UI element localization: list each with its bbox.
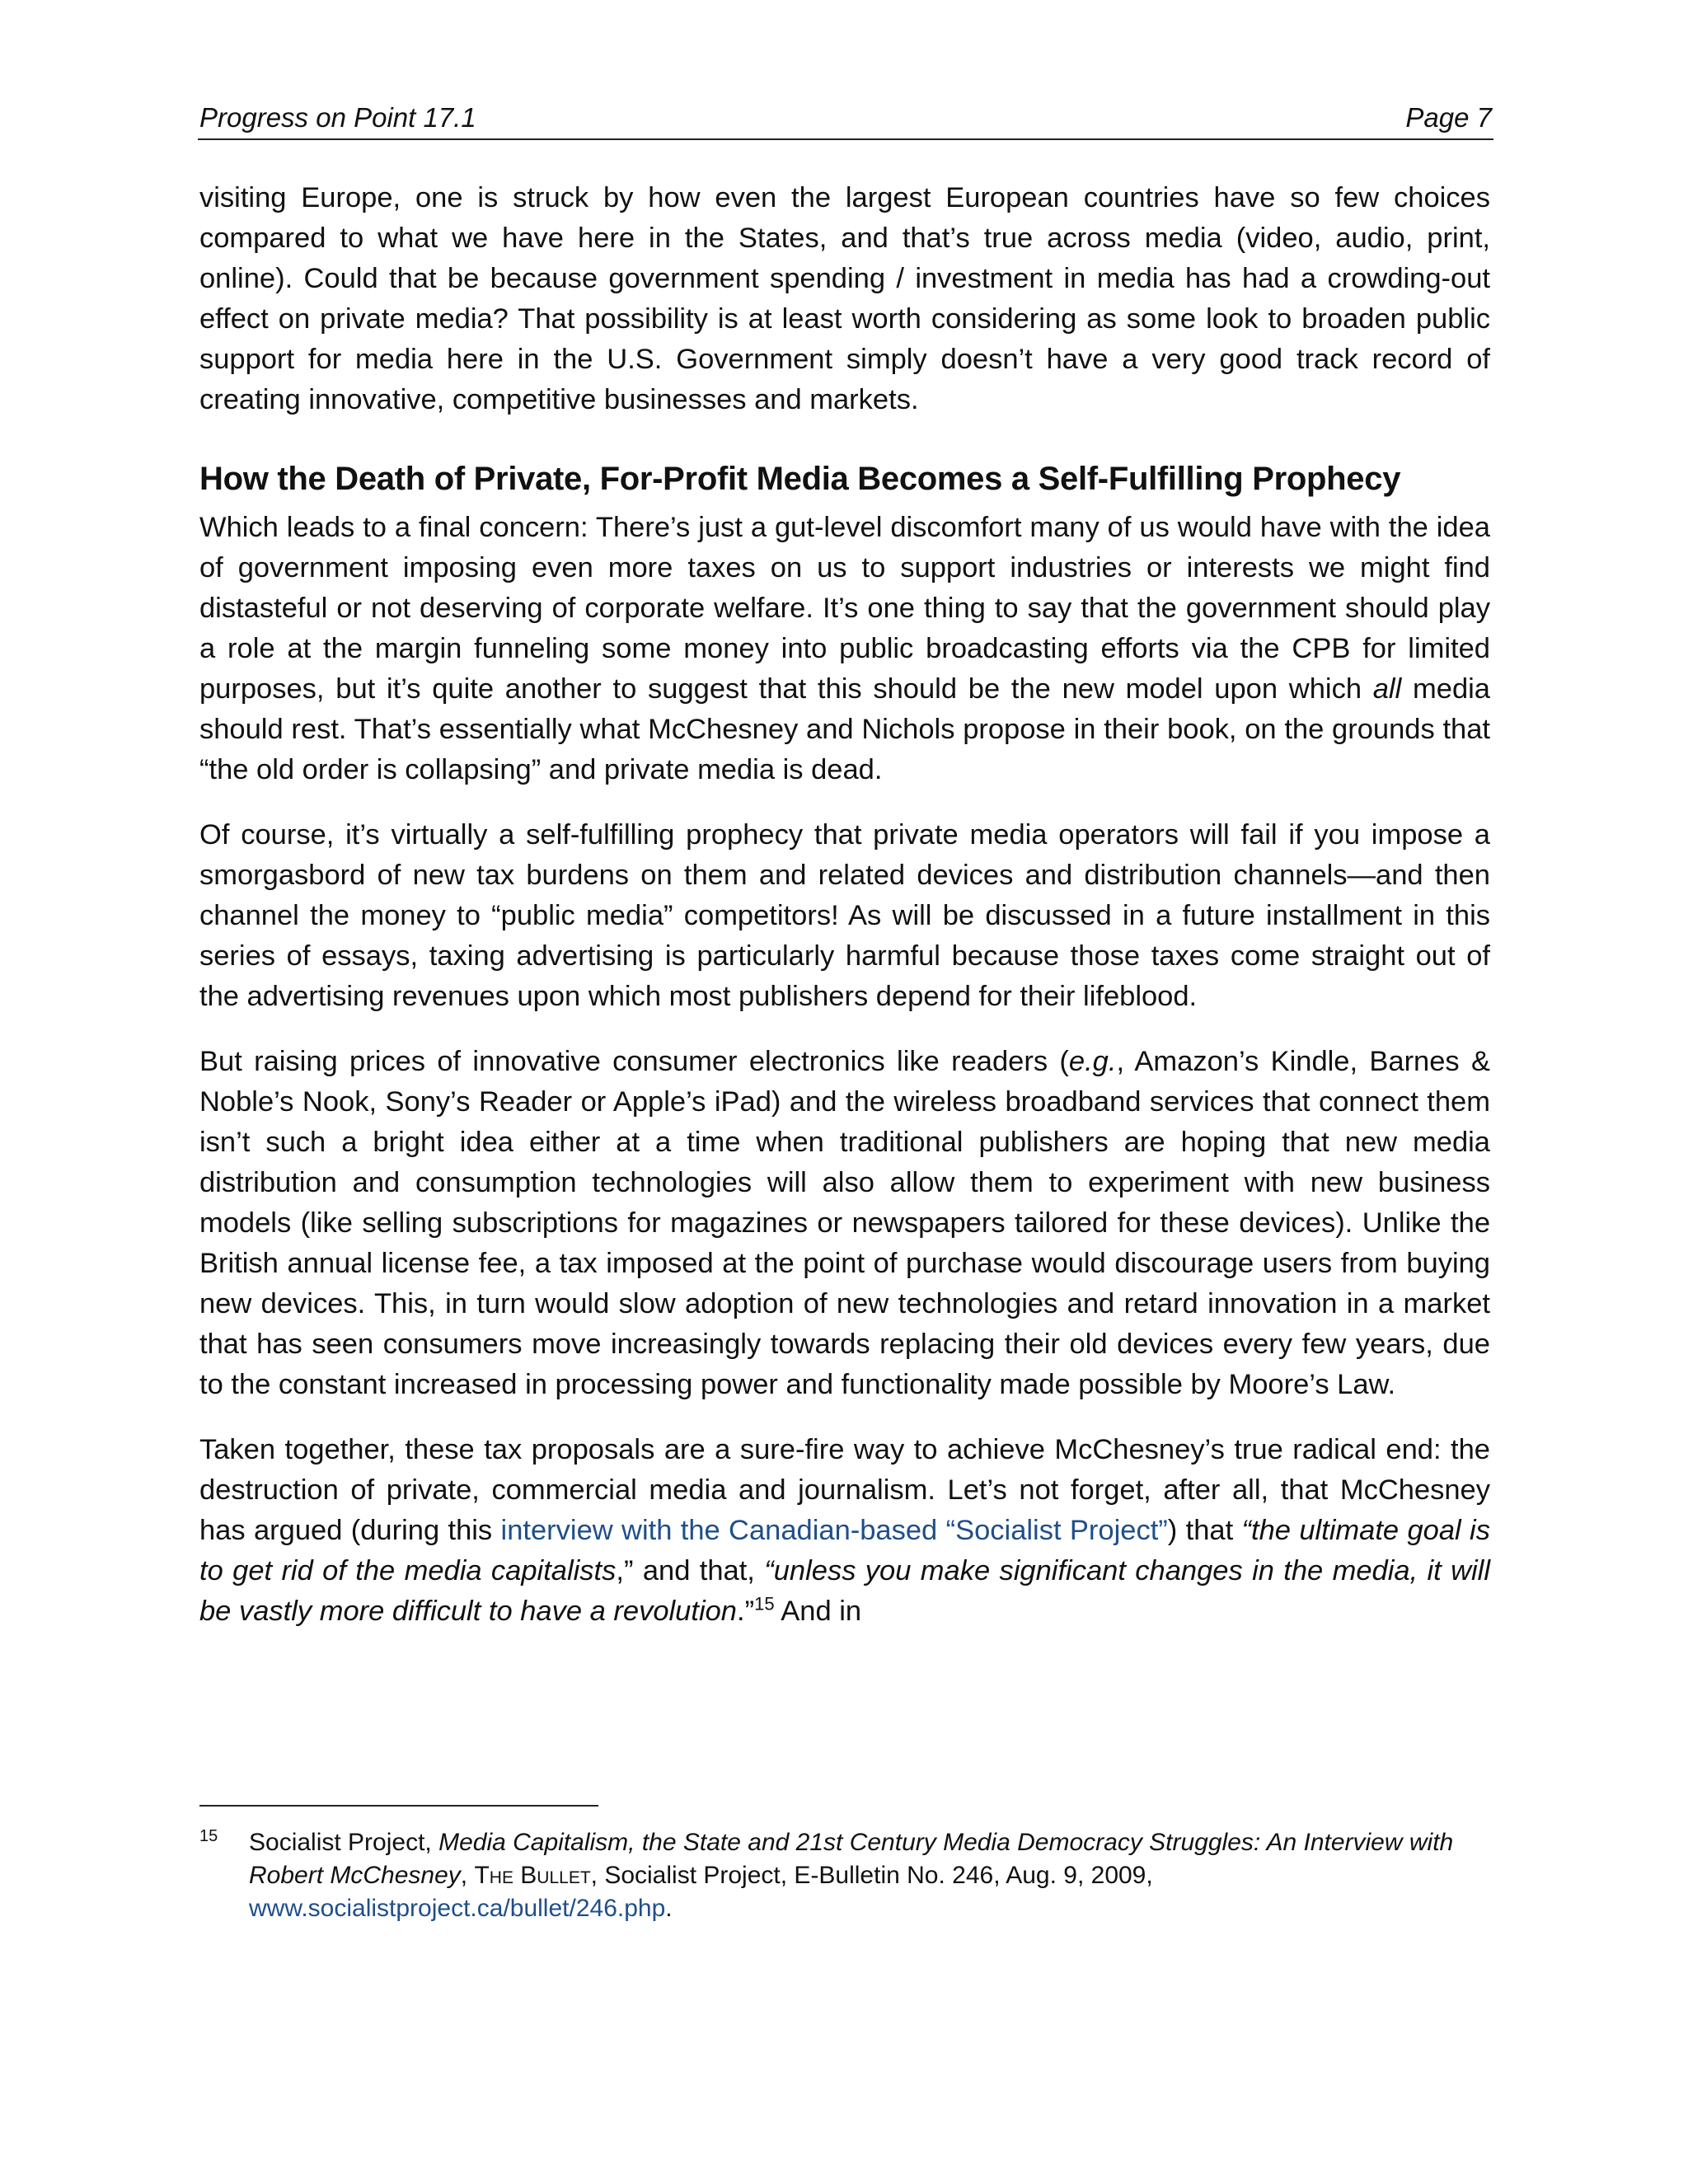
paragraph-text: ,” and that, — [616, 1555, 765, 1586]
running-title: Progress on Point 17.1 — [199, 102, 476, 133]
page-number: Page 7 — [1405, 102, 1492, 133]
footnote-reference[interactable]: 15 — [754, 1593, 775, 1615]
interview-link[interactable]: interview with the Canadian-based “Socialist Project” — [500, 1515, 1168, 1546]
footnote-url-link[interactable]: www.socialistproject.ca/bullet/246.php — [249, 1895, 666, 1922]
paragraph-text: .” — [737, 1596, 755, 1627]
footnote — [199, 1826, 1490, 1925]
paragraph-text: Which leads to a final concern: There’s just a gut-level discomfort many of us would have with the idea of government imposing even more taxes on us to support industries or interests we might find distasteful or not deserving of corporate welfare. It’s one thing to say that the government should play a role at the margin funneling some money into public broadcasting efforts via the CPB for limited purposes, but it’s quite another to suggest that this should be the new model upon which — [199, 512, 1490, 705]
paragraph-text: , Amazon’s Kindle, Barnes & Noble’s Nook, Sony’s Reader or Apple’s iPad) and the wireless broadband services that connect them isn’t such a bright idea either at a time when traditional publishers are hoping that new media distribution and consumption technologies will also allow them to experiment with new business models (like selling subscriptions for magazines or newspapers tailored for these devices). Unlike the British annual license fee, a tax imposed at the point of purchase would discourage users from buying new devices. This, in turn would slow adoption of new technologies and retard innovation in a market that has seen consumers move increasingly towards replacing their old devices every few years, due to the constant increased in processing power and functionality made possible by Moore’s Law. — [199, 1046, 1490, 1400]
paragraph-text: Taken together, these tax proposals are a sure-fire way to achieve McChesney’s true radical end: the destruction of private, commercial media and journalism. Let’s not forget, after all, that McChesney has argued (during this — [199, 1434, 1490, 1546]
emphasis-text: e.g. — [1068, 1046, 1117, 1077]
footnote-number: 15 — [199, 1827, 218, 1845]
paragraph-self-fulfilling: Of course, it’s virtually a self-fulfilling prophecy that private media operators will fail if you impose a smorgasbord of new tax burdens on them and related devices and distribution channels—and then channel the money to “public media” competitors! As will be discussed in a future installment in this series of essays, taxing advertising is particularly harmful because those taxes come straight out of the advertising revenues upon which most publishers depend for their lifeblood. — [199, 819, 1490, 1012]
paragraph-text: And in — [774, 1596, 862, 1627]
paragraph-consumer-electronics — [199, 1042, 1490, 1405]
footnote-segment: . — [665, 1895, 673, 1922]
paragraph-taken-together — [199, 1430, 1490, 1632]
footnote-segment: Socialist Project, — [249, 1829, 439, 1856]
emphasis-text: all — [1372, 673, 1402, 705]
page-header — [198, 97, 1493, 140]
quote-text: “the ultimate goal is to get rid of the media capitalists — [199, 1515, 1490, 1586]
quote-text: “unless you make significant changes in the media, it will be vastly more difficult to have a revolution — [199, 1555, 1491, 1627]
paragraph-text: media should rest. That’s essentially what McChesney and Nichols propose in their book, on the grounds that “the old order is collapsing” and private media is dead. — [199, 673, 1490, 785]
paragraph-final-concern — [199, 508, 1490, 790]
paragraph-text: ) that — [1167, 1515, 1242, 1546]
paragraph-continued: visiting Europe, one is struck by how even the largest European countries have so few choices compared to what we have here in the States, and that’s true across media (video, audio, print, online). Could that be because government spending / investment in media has had a crowding-out effect on private media? That possibility is at least worth considering as some look to broaden public support for media here in the U.S. Government simply doesn’t have a very good track record of creating innovative, competitive businesses and markets. — [199, 182, 1490, 415]
footnote-title: Media Capitalism, the State and 21st Century Media Democracy Struggles: An Interview with Robert McChesney — [249, 1829, 1454, 1889]
publication-name: The Bullet — [474, 1862, 591, 1889]
footnote-divider — [199, 1805, 598, 1807]
body-text — [199, 178, 1490, 1657]
footnote-segment: , Socialist Project, E-Bulletin No. 246, Aug. 9, 2009, — [590, 1862, 1153, 1889]
footnote-text — [249, 1826, 1490, 1925]
footnote-segment: , — [460, 1862, 475, 1889]
section-heading: How the Death of Private, For-Profit Media Becomes a Self-Fulfilling Prophecy — [199, 461, 1401, 497]
paragraph-text: But raising prices of innovative consumer electronics like readers ( — [199, 1046, 1069, 1077]
